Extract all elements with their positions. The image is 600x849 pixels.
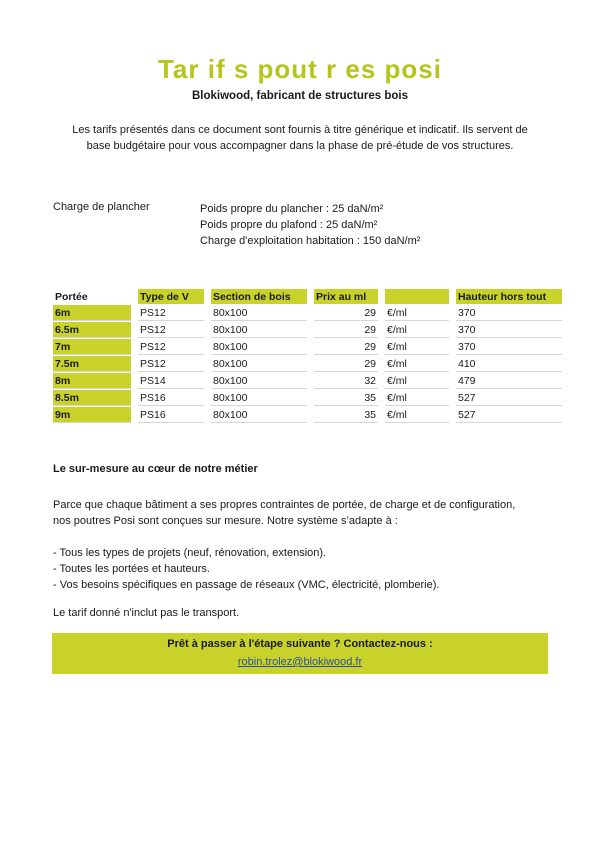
cell-type: PS14 — [138, 373, 204, 389]
charge-values — [200, 201, 420, 249]
cell-unit: €/ml — [385, 373, 449, 389]
cell-prix: 35 — [314, 390, 378, 406]
list-item: - Toutes les portées et hauteurs. — [53, 563, 210, 575]
cell-hauteur: 527 — [456, 407, 562, 423]
cell-section: 80x100 — [211, 356, 307, 372]
header-hauteur: Hauteur hors tout — [456, 289, 562, 304]
cell-hauteur: 370 — [456, 305, 562, 321]
cell-type: PS12 — [138, 356, 204, 372]
cell-unit: €/ml — [385, 390, 449, 406]
table-row — [53, 390, 562, 406]
header-unit — [385, 289, 449, 304]
cell-section: 80x100 — [211, 373, 307, 389]
cell-type: PS12 — [138, 322, 204, 338]
list-item: - Tous les types de projets (neuf, rénovation, extension). — [53, 547, 327, 559]
charge-line: Poids propre du plancher : 25 daN/m² — [200, 203, 384, 215]
header-type: Type de V — [138, 289, 204, 304]
paragraph-line: nos poutres Posi sont conçues sur mesure. Notre système s’adapte à : — [53, 515, 398, 527]
cell-unit: €/ml — [385, 356, 449, 372]
table-row — [53, 322, 562, 338]
cell-unit: €/ml — [385, 407, 449, 423]
table-row — [53, 356, 562, 372]
cell-prix: 29 — [314, 322, 378, 338]
cell-portee: 6.5m — [53, 322, 131, 338]
cell-unit: €/ml — [385, 339, 449, 355]
cell-section: 80x100 — [211, 339, 307, 355]
intro-line: base budgétaire pour vous accompagner dans la phase de pré-étude de vos structures. — [86, 140, 514, 152]
surmesure-list — [53, 545, 439, 593]
surmesure-paragraph — [53, 497, 553, 529]
cell-prix: 29 — [314, 356, 378, 372]
cell-portee: 7.5m — [53, 356, 131, 372]
contact-email-link[interactable]: robin.trolez@blokiwood.fr — [237, 656, 363, 668]
cell-type: PS12 — [138, 339, 204, 355]
cell-prix: 29 — [314, 305, 378, 321]
header-portee: Portée — [55, 290, 88, 303]
table-row — [53, 305, 562, 321]
cell-section: 80x100 — [211, 322, 307, 338]
page-title: Tar if s pout r es posi — [157, 54, 442, 84]
cell-type: PS12 — [138, 305, 204, 321]
charge-line: Charge d'exploitation habitation : 150 daN/m² — [200, 235, 421, 247]
page-subtitle: Blokiwood, fabricant de structures bois — [192, 90, 408, 102]
paragraph-line: Parce que chaque bâtiment a ses propres contraintes de portée, de charge et de configuration, — [53, 499, 516, 511]
contact-title: Prêt à passer à l'étape suivante ? Contactez-nous : — [167, 638, 433, 650]
transport-note: Le tarif donné n'inclut pas le transport. — [53, 607, 240, 619]
cell-type: PS16 — [138, 407, 204, 423]
cell-prix: 32 — [314, 373, 378, 389]
intro-paragraph — [52, 122, 548, 154]
table-row — [53, 407, 562, 423]
header-prix: Prix au ml — [314, 289, 378, 304]
cell-portee: 9m — [53, 407, 131, 423]
table-row — [53, 339, 562, 355]
cell-hauteur: 527 — [456, 390, 562, 406]
cell-prix: 35 — [314, 407, 378, 423]
cell-section: 80x100 — [211, 407, 307, 423]
tarif-table — [53, 288, 562, 424]
cell-portee: 7m — [53, 339, 131, 355]
cell-portee: 8.5m — [53, 390, 131, 406]
cell-portee: 6m — [53, 305, 131, 321]
table-row — [53, 373, 562, 389]
cell-section: 80x100 — [211, 305, 307, 321]
contact-banner — [52, 633, 548, 674]
cell-hauteur: 370 — [456, 322, 562, 338]
cell-hauteur: 410 — [456, 356, 562, 372]
table-header-row — [53, 289, 562, 304]
cell-hauteur: 479 — [456, 373, 562, 389]
surmesure-title: Le sur-mesure au cœur de notre métier — [53, 463, 258, 475]
cell-section: 80x100 — [211, 390, 307, 406]
charge-line: Poids propre du plafond : 25 daN/m² — [200, 219, 378, 231]
cell-hauteur: 370 — [456, 339, 562, 355]
header-section: Section de bois — [211, 289, 307, 304]
cell-portee: 8m — [53, 373, 131, 389]
cell-unit: €/ml — [385, 322, 449, 338]
cell-type: PS16 — [138, 390, 204, 406]
cell-unit: €/ml — [385, 305, 449, 321]
list-item: - Vos besoins spécifiques en passage de réseaux (VMC, électricité, plomberie). — [53, 579, 440, 591]
charge-label: Charge de plancher — [53, 201, 150, 213]
intro-line: Les tarifs présentés dans ce document sont fournis à titre générique et indicatif. Ils servent de — [72, 124, 528, 136]
cell-prix: 29 — [314, 339, 378, 355]
